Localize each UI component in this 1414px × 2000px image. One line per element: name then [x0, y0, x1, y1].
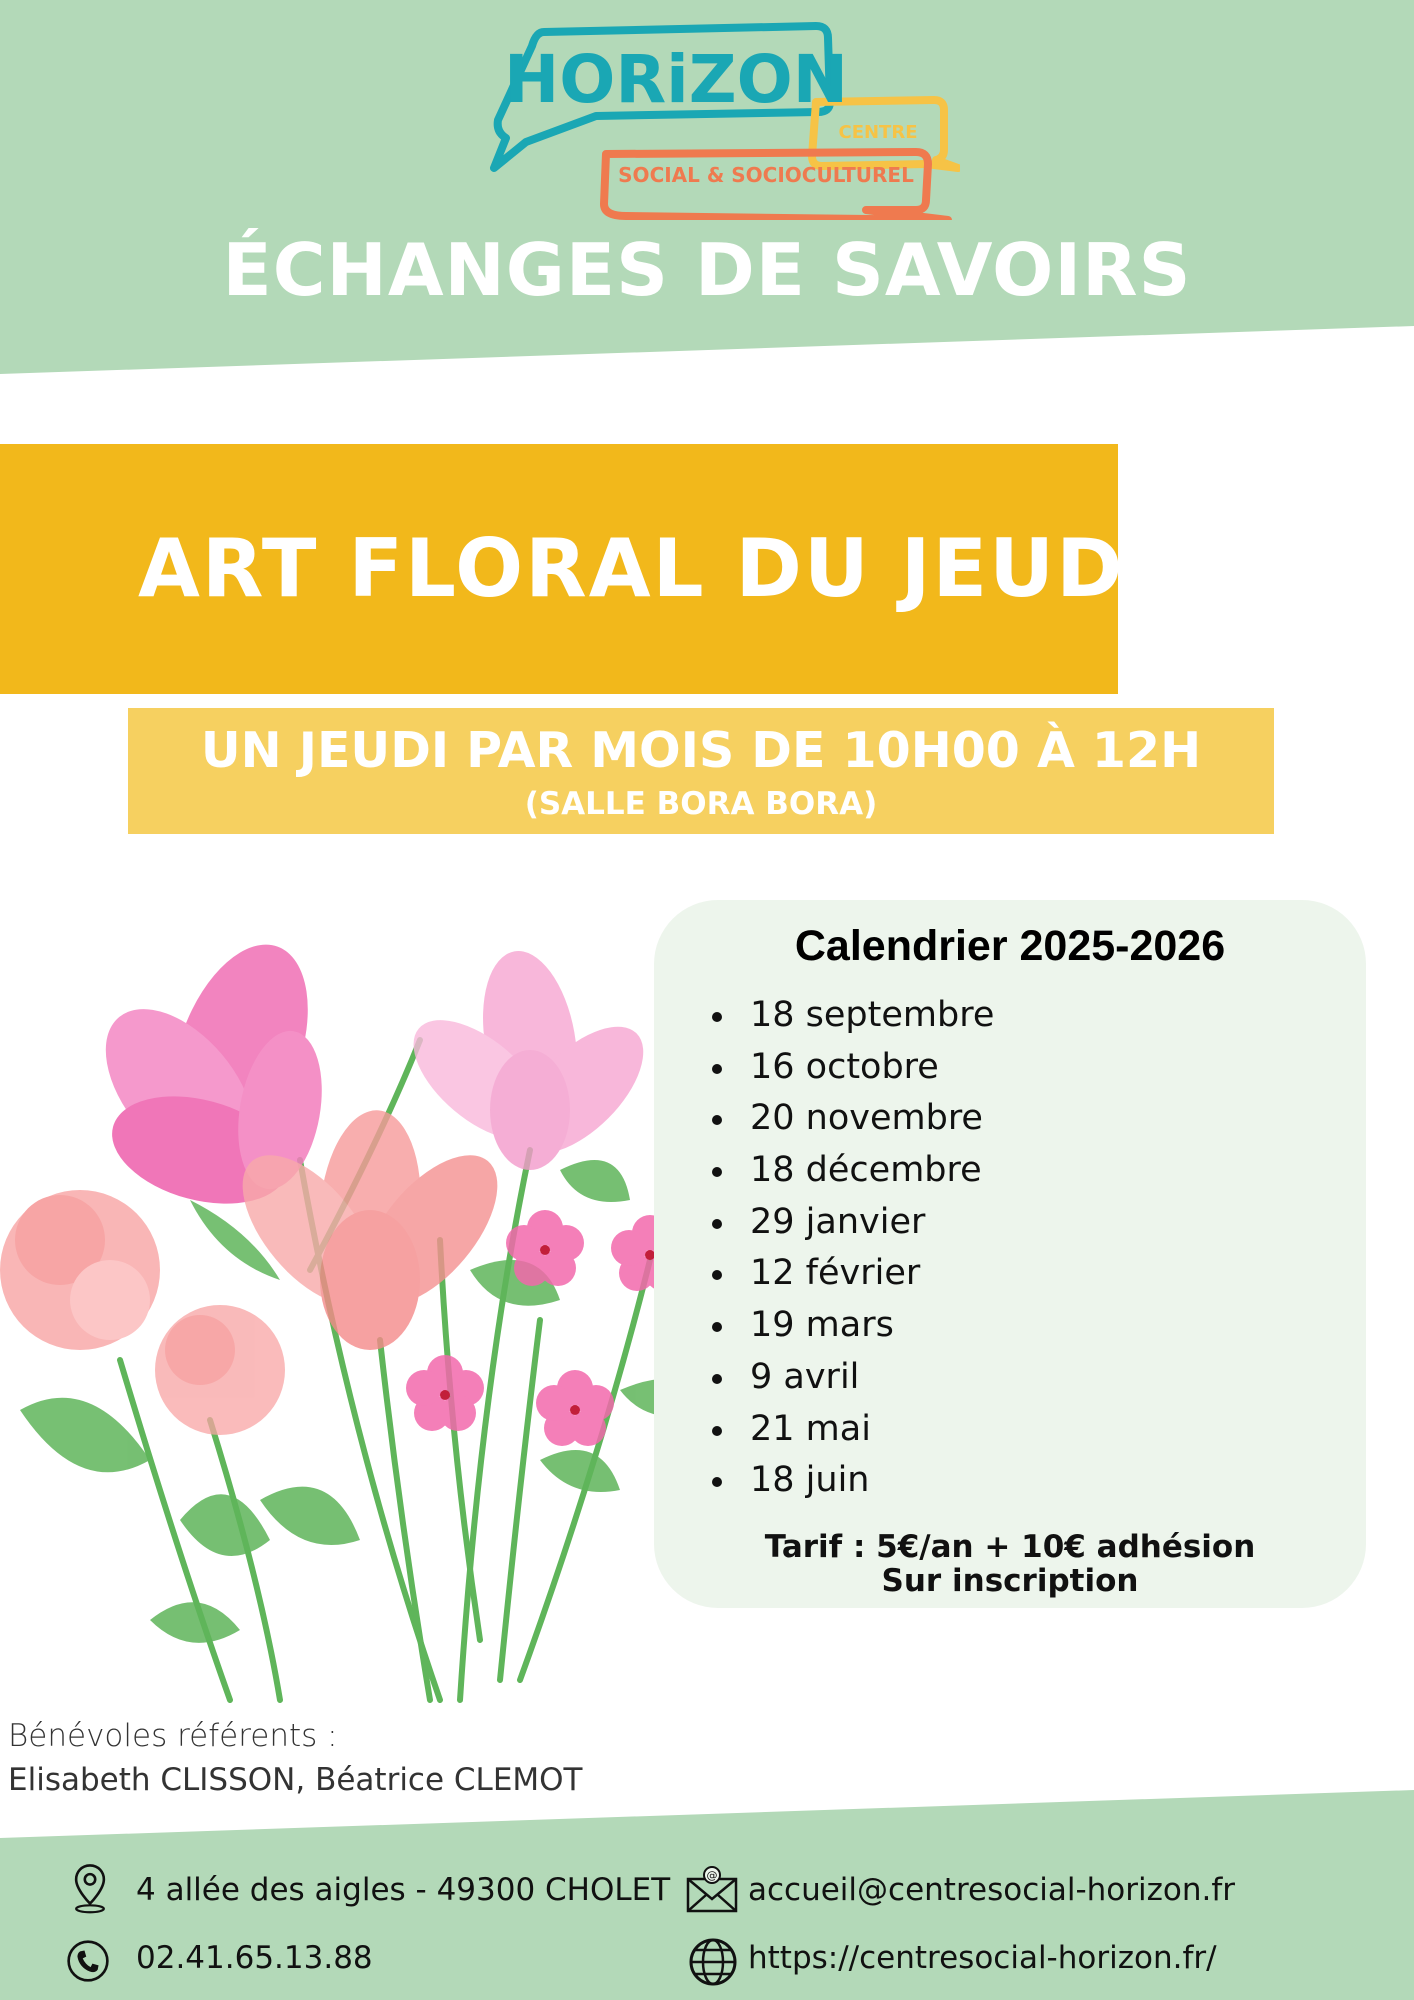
list-item: 16 octobre [688, 1042, 994, 1094]
footer-phone: 02.41.65.13.88 [136, 1940, 373, 1976]
list-item: 18 juin [688, 1455, 994, 1507]
calendar-title: Calendrier 2025-2026 [794, 922, 1226, 970]
phone-icon [66, 1935, 110, 1987]
svg-text:@: @ [706, 1869, 718, 1882]
event-title: ART FLORAL DU JEUDI [138, 522, 1157, 615]
location-pin-icon [68, 1862, 112, 1914]
list-item: 12 février [688, 1248, 994, 1300]
list-item: 20 novembre [688, 1093, 994, 1145]
email-icon [686, 1865, 738, 1913]
volunteers-label: Bénévoles référents : [8, 1718, 338, 1754]
calendar-dates-list [688, 990, 994, 1507]
footer-address: 4 allée des aigles - 49300 CHOLET [136, 1872, 671, 1908]
volunteers-names: Elisabeth CLISSON, Béatrice CLEMOT [8, 1762, 583, 1798]
logo-word: HORiZON [504, 41, 848, 118]
page-title: ÉCHANGES DE SAVOIRS [222, 228, 1192, 312]
list-item: 21 mai [688, 1404, 994, 1456]
list-item: 19 mars [688, 1300, 994, 1352]
globe-icon [688, 1937, 738, 1987]
footer-website[interactable]: https://centresocial-horizon.fr/ [748, 1940, 1217, 1976]
footer-email[interactable]: accueil@centresocial-horizon.fr [748, 1872, 1236, 1908]
logo-subtitle: SOCIAL & SOCIOCULTUREL [618, 163, 914, 187]
horizon-logo [486, 20, 960, 220]
logo-centre: CENTRE [838, 122, 918, 143]
tarif-inscription: Sur inscription [881, 1563, 1139, 1599]
list-item: 9 avril [688, 1352, 994, 1404]
tarif-price: Tarif : 5€/an + 10€ adhésion [764, 1529, 1256, 1565]
list-item: 29 janvier [688, 1197, 994, 1249]
tarif-info [654, 1530, 1366, 1598]
event-room: (SALLE BORA BORA) [524, 786, 878, 822]
list-item: 18 décembre [688, 1145, 994, 1197]
event-schedule: UN JEUDI PAR MOIS DE 10H00 À 12H [200, 722, 1202, 779]
flowers-illustration [0, 940, 720, 1720]
list-item: 18 septembre [688, 990, 994, 1042]
